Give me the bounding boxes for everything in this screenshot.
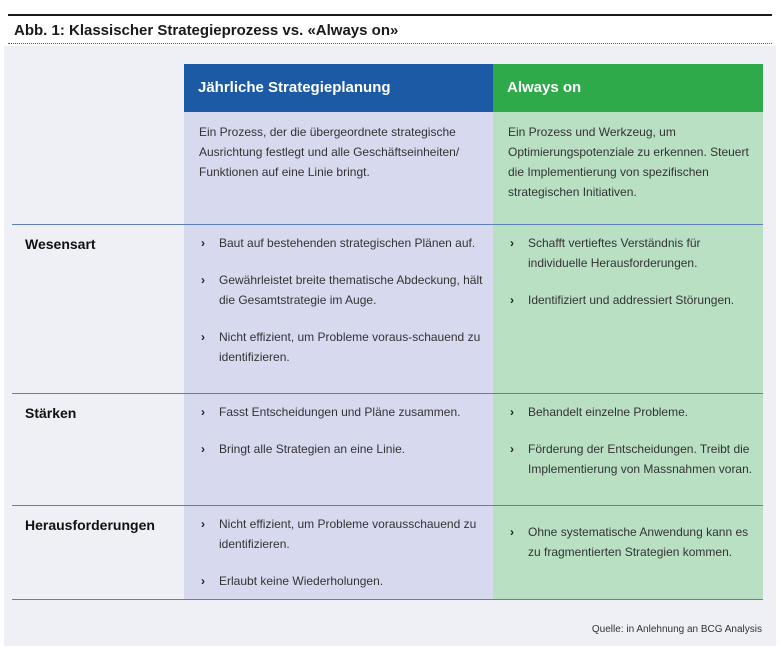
chevron-right-icon: › <box>201 442 205 456</box>
row-label-herausforderungen: Herausforderungen <box>25 517 155 533</box>
row-herausforderungen-column-a <box>199 514 489 608</box>
list-item: › Gewährleistet breite thematische Abdeckung, hält die Gesamtstrategie im Auge. <box>199 270 489 310</box>
row-wesensart-column-b <box>508 233 758 327</box>
column-header-annual-planning: Jährliche Strategieplanung <box>184 64 493 112</box>
list-item: › Baut auf bestehenden strategischen Plänen auf. <box>199 233 489 253</box>
row-staerken-column-b <box>508 402 758 496</box>
chevron-right-icon: › <box>510 293 514 307</box>
figure-title: Abb. 1: Klassischer Strategieprozess vs. «Always on» <box>8 14 772 44</box>
list-item: › Bringt alle Strategien an eine Linie. <box>199 439 489 459</box>
row-divider <box>12 505 763 506</box>
source-note: Quelle: in Anlehnung an BCG Analysis <box>591 624 762 635</box>
chevron-right-icon: › <box>201 517 205 531</box>
chevron-right-icon: › <box>201 405 205 419</box>
chevron-right-icon: › <box>510 442 514 456</box>
list-item: › Nicht effizient, um Probleme vorausschauend zu identifizieren. <box>199 514 489 554</box>
list-item: › Behandelt einzelne Probleme. <box>508 402 758 422</box>
list-item: › Förderung der Entscheidungen. Treibt die Implementierung von Massnahmen voran. <box>508 439 758 479</box>
list-item: › Ohne systematische Anwendung kann es zu fragmentierten Strategien kommen. <box>508 522 758 562</box>
list-item: › Schafft vertieftes Verständnis für individuelle Herausforderungen. <box>508 233 758 273</box>
list-item: › Identifiziert und addressiert Störungen. <box>508 290 758 310</box>
chevron-right-icon: › <box>201 273 205 287</box>
row-staerken-column-a <box>199 402 489 476</box>
chevron-right-icon: › <box>510 525 514 539</box>
row-divider <box>12 393 763 394</box>
chevron-right-icon: › <box>201 236 205 250</box>
chevron-right-icon: › <box>510 236 514 250</box>
column-b-intro: Ein Prozess und Werkzeug, um Optimierungspotenziale zu erkennen. Steuert die Implementierung von spezifischen strategischen Initiativen. <box>508 125 749 199</box>
list-item: › Erlaubt keine Wiederholungen. <box>199 571 489 591</box>
column-a-intro: Ein Prozess, der die übergeordnete strategische Ausrichtung festlegt und alle Geschäftseinheiten/ Funktionen auf eine Linie bringt. <box>199 125 460 179</box>
chevron-right-icon: › <box>201 330 205 344</box>
row-wesensart-column-a <box>199 233 489 384</box>
chevron-right-icon: › <box>201 574 205 588</box>
row-label-wesensart: Wesensart <box>25 236 96 252</box>
row-label-staerken: Stärken <box>25 405 77 421</box>
list-item: › Nicht effizient, um Probleme voraus-schauend zu identifizieren. <box>199 327 489 367</box>
chevron-right-icon: › <box>510 405 514 419</box>
column-header-always-on: Always on <box>493 64 763 112</box>
row-divider <box>12 224 763 225</box>
row-herausforderungen-column-b <box>508 522 758 579</box>
list-item: › Fasst Entscheidungen und Pläne zusammen. <box>199 402 489 422</box>
